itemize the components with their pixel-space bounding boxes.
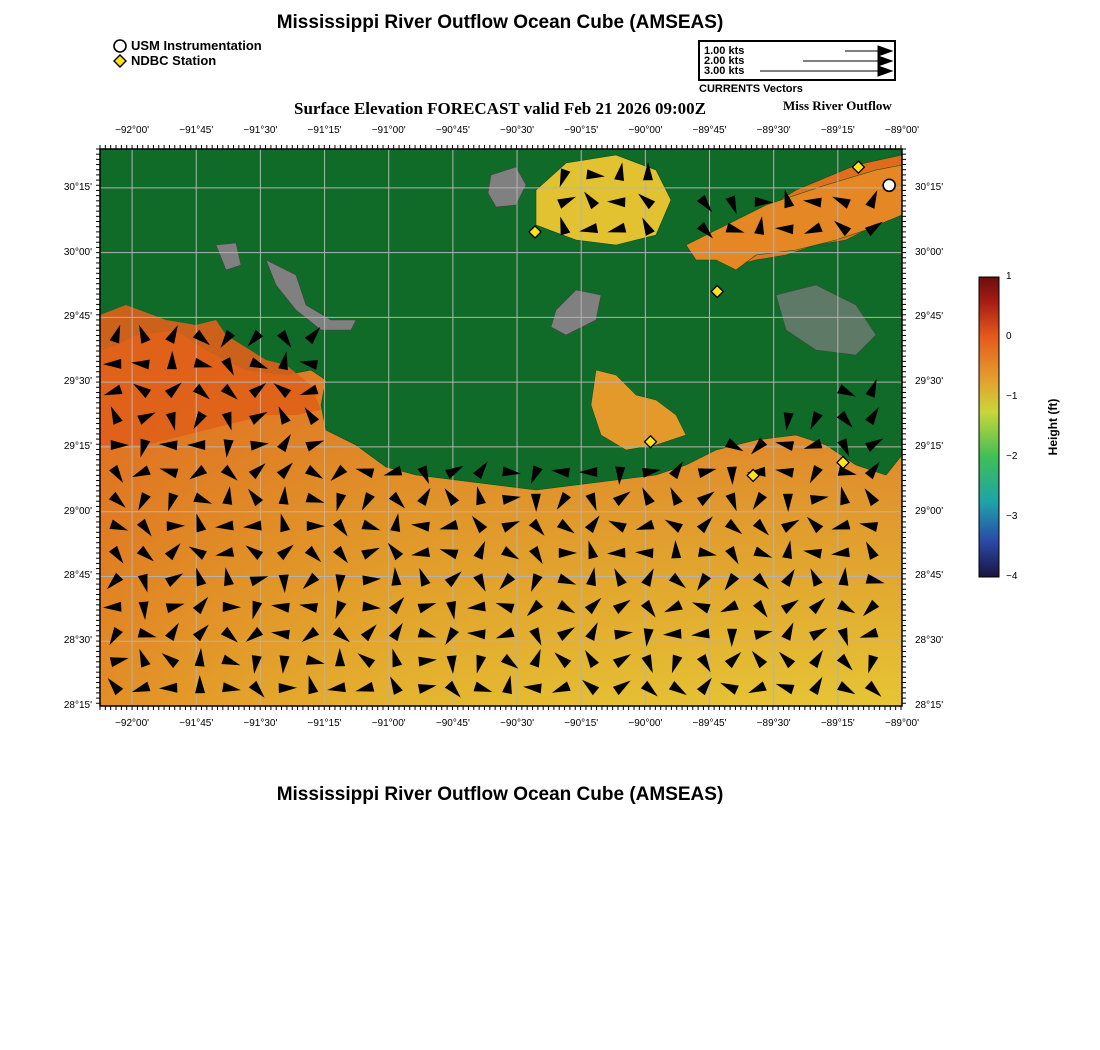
usm-circle-icon — [113, 39, 127, 53]
colorbar-tick: −1 — [1006, 391, 1018, 402]
lon-tick-label: −90°00' — [628, 125, 663, 136]
lat-tick-label: 28°15' — [63, 700, 92, 711]
lon-tick-label: −91°30' — [243, 125, 278, 136]
lon-tick-label: −89°00' — [885, 125, 919, 136]
lon-tick-label: −90°15' — [564, 125, 599, 136]
lat-tick-label: 30°00' — [915, 246, 944, 258]
vector-scale-arrows — [700, 42, 894, 79]
bottom-title: Mississippi River Outflow Ocean Cube (AMSEAS) — [276, 784, 724, 805]
lat-tick-label: 30°15' — [915, 181, 944, 193]
legend-usm-label: USM Instrumentation — [131, 38, 262, 53]
lon-tick-label: −89°15' — [820, 718, 855, 729]
lat-tick-label: 30°00' — [63, 246, 92, 258]
vectors-legend-title: CURRENTS Vectors — [699, 83, 803, 95]
lat-tick-label: 28°30' — [915, 635, 944, 647]
ndbc-diamond-icon — [113, 54, 127, 68]
vector-row-3: 3.00 kts — [704, 65, 745, 77]
lat-tick-label: 29°45' — [63, 311, 92, 323]
lon-tick-label: −89°30' — [756, 718, 791, 729]
colorbar-tick: −2 — [1006, 451, 1018, 462]
vector-row-1: 1.00 kts — [704, 45, 745, 57]
lat-tick-label: 28°45' — [915, 570, 944, 582]
lat-tick-label: 29°45' — [915, 311, 944, 323]
colorbar-tick: 0 — [1006, 331, 1012, 342]
vectors-legend-box — [698, 40, 896, 81]
main-title: Mississippi River Outflow Ocean Cube (AMSEAS) — [276, 12, 724, 33]
lon-tick-label: −91°45' — [179, 718, 214, 729]
lon-tick-label: −91°30' — [243, 718, 278, 729]
lon-tick-label: −92°00' — [115, 718, 150, 729]
lat-tick-label: 28°30' — [63, 635, 92, 647]
lon-tick-label: −90°30' — [500, 718, 535, 729]
lat-tick-label: 29°15' — [63, 440, 92, 452]
lon-tick-label: −91°15' — [307, 125, 342, 136]
lat-tick-label: 29°30' — [63, 376, 92, 388]
vector-row-2: 2.00 kts — [704, 55, 745, 67]
lon-tick-label: −89°45' — [692, 125, 727, 136]
lon-tick-label: −90°30' — [500, 125, 535, 136]
colorbar — [978, 276, 1000, 578]
lat-tick-label: 28°15' — [915, 700, 944, 711]
map-subtitle: Surface Elevation FORECAST valid Feb 21 2026 09:00Z — [294, 99, 706, 118]
colorbar-label: Height (ft) — [1046, 398, 1060, 456]
legend-ndbc — [113, 53, 216, 68]
lon-tick-label: −89°00' — [885, 718, 919, 729]
lon-tick-label: −91°00' — [371, 718, 406, 729]
usm-instrument-marker[interactable] — [883, 179, 895, 191]
lon-tick-label: −91°15' — [307, 718, 342, 729]
legend-usm — [113, 38, 262, 53]
lon-tick-label: −90°15' — [564, 718, 599, 729]
lon-tick-label: −89°30' — [756, 125, 791, 136]
lat-tick-label: 29°00' — [915, 505, 944, 517]
lon-tick-label: −91°45' — [179, 125, 214, 136]
lon-tick-label: −89°45' — [692, 718, 727, 729]
region-label: Miss River Outflow — [783, 98, 892, 113]
lon-tick-label: −90°45' — [435, 125, 470, 136]
lat-tick-label: 29°15' — [915, 440, 944, 452]
lon-tick-label: −89°15' — [820, 125, 855, 136]
colorbar-tick: −3 — [1006, 511, 1018, 522]
lat-tick-label: 28°45' — [63, 570, 92, 582]
lon-tick-label: −91°00' — [371, 125, 406, 136]
map-canvas — [96, 145, 906, 710]
colorbar-tick: −4 — [1006, 571, 1018, 582]
lon-tick-label: −90°00' — [628, 718, 663, 729]
lon-tick-label: −92°00' — [115, 125, 150, 136]
lat-tick-label: 29°00' — [63, 505, 92, 517]
lat-tick-label: 29°30' — [915, 376, 944, 388]
lat-tick-label: 30°15' — [63, 181, 92, 193]
legend-ndbc-label: NDBC Station — [131, 53, 217, 68]
colorbar-tick: 1 — [1006, 271, 1012, 282]
lon-tick-label: −90°45' — [435, 718, 470, 729]
